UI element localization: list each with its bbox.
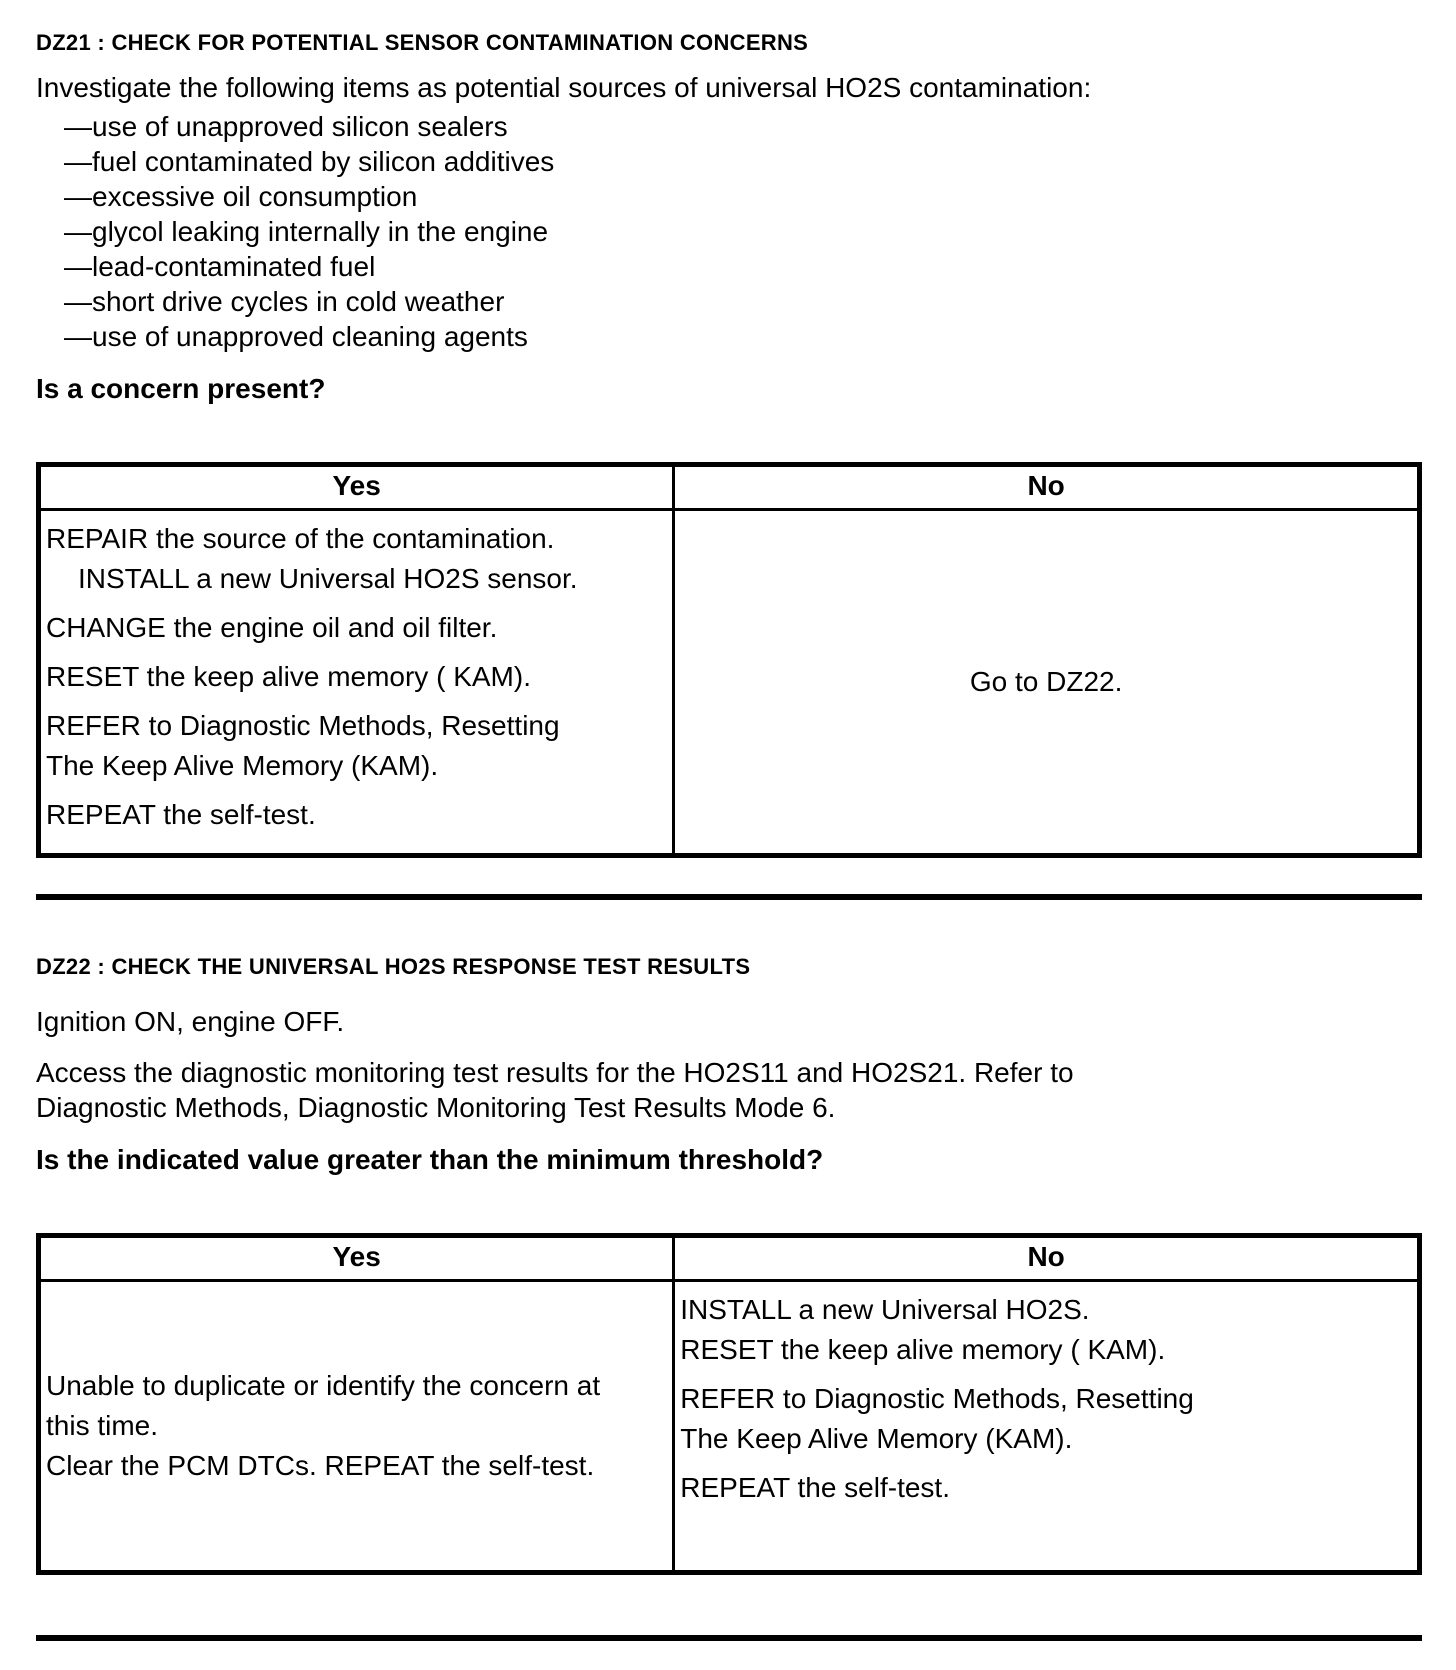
dz22-table-header-row xyxy=(39,1236,1420,1281)
instruction-line: INSTALL a new Universal HO2S sensor. xyxy=(78,563,578,594)
dz21-yes-header: Yes xyxy=(39,465,674,510)
dz21-table-header-row xyxy=(39,465,1420,510)
dz21-no-cell xyxy=(674,510,1420,856)
dz22-instruction xyxy=(36,1055,1422,1125)
instruction-line: RESET the keep alive memory ( KAM). xyxy=(680,1334,1166,1365)
instruction-paragraph xyxy=(46,608,662,648)
dz22-table-body-row xyxy=(39,1281,1420,1573)
dz21-question: Is a concern present? xyxy=(36,373,326,404)
list-item: —short drive cycles in cold weather xyxy=(64,286,505,317)
instruction-line: The Keep Alive Memory (KAM). xyxy=(680,1423,1073,1454)
dz22-yes-header: Yes xyxy=(39,1236,674,1281)
page-bottom-rule xyxy=(36,1635,1422,1641)
list-item: —lead-contaminated fuel xyxy=(64,251,376,282)
instruction-paragraph xyxy=(46,1366,662,1446)
list-item: —use of unapproved silicon sealers xyxy=(64,111,508,142)
dz22-question: Is the indicated value greater than the minimum threshold? xyxy=(36,1144,824,1175)
dz22-decision-table xyxy=(36,1233,1422,1575)
dz21-decision-table xyxy=(36,462,1422,858)
dz21-no-header: No xyxy=(674,465,1420,510)
instruction-paragraph xyxy=(680,1468,1407,1508)
instruction-paragraph xyxy=(46,657,662,697)
dz22-precondition: Ignition ON, engine OFF. xyxy=(36,1006,345,1037)
instruction-paragraph xyxy=(46,1446,662,1486)
instruction-line: Clear the PCM DTCs. REPEAT the self-test. xyxy=(46,1450,595,1481)
list-item: —glycol leaking internally in the engine xyxy=(64,216,549,247)
instruction-line: The Keep Alive Memory (KAM). xyxy=(46,750,439,781)
dz21-contamination-list xyxy=(36,109,1422,354)
instruction-paragraph xyxy=(680,1379,1407,1459)
instruction-paragraph xyxy=(46,795,662,835)
instruction-line: RESET the keep alive memory ( KAM). xyxy=(46,661,531,692)
dz22-yes-cell xyxy=(39,1281,674,1573)
instruction-line: INSTALL a new Universal HO2S. xyxy=(680,1294,1090,1325)
list-item: —fuel contaminated by silicon additives xyxy=(64,146,555,177)
instruction-line: Access the diagnostic monitoring test results for the HO2S11 and HO2S21. Refer to xyxy=(36,1057,1074,1088)
dz22-heading: DZ22 : CHECK THE UNIVERSAL HO2S RESPONSE TEST RESULTS xyxy=(36,954,751,979)
instruction-line: Diagnostic Methods, Diagnostic Monitoring Test Results Mode 6. xyxy=(36,1092,836,1123)
instruction-line: REFER to Diagnostic Methods, Resetting xyxy=(680,1383,1194,1414)
dz21-intro: Investigate the following items as potential sources of universal HO2S contamination: xyxy=(36,72,1092,103)
instruction-line: Go to DZ22. xyxy=(969,666,1123,697)
instruction-line: REPAIR the source of the contamination. xyxy=(46,523,555,554)
instruction-line: Unable to duplicate or identify the concern at xyxy=(46,1370,601,1401)
instruction-paragraph xyxy=(46,706,662,786)
dz21-heading: DZ21 : CHECK FOR POTENTIAL SENSOR CONTAMINATION CONCERNS xyxy=(36,30,809,55)
section-divider xyxy=(36,894,1422,900)
dz21-table-body-row xyxy=(39,510,1420,856)
dz22-no-cell xyxy=(674,1281,1420,1573)
instruction-paragraph xyxy=(680,1290,1407,1370)
instruction-line: CHANGE the engine oil and oil filter. xyxy=(46,612,498,643)
instruction-paragraph xyxy=(46,519,662,599)
list-item: —use of unapproved cleaning agents xyxy=(64,321,528,352)
instruction-line: REPEAT the self-test. xyxy=(46,799,316,830)
dz22-no-header: No xyxy=(674,1236,1420,1281)
dz21-yes-cell xyxy=(39,510,674,856)
instruction-line: this time. xyxy=(46,1410,159,1441)
instruction-line: REFER to Diagnostic Methods, Resetting xyxy=(46,710,560,741)
instruction-line: REPEAT the self-test. xyxy=(680,1472,950,1503)
list-item: —excessive oil consumption xyxy=(64,181,418,212)
